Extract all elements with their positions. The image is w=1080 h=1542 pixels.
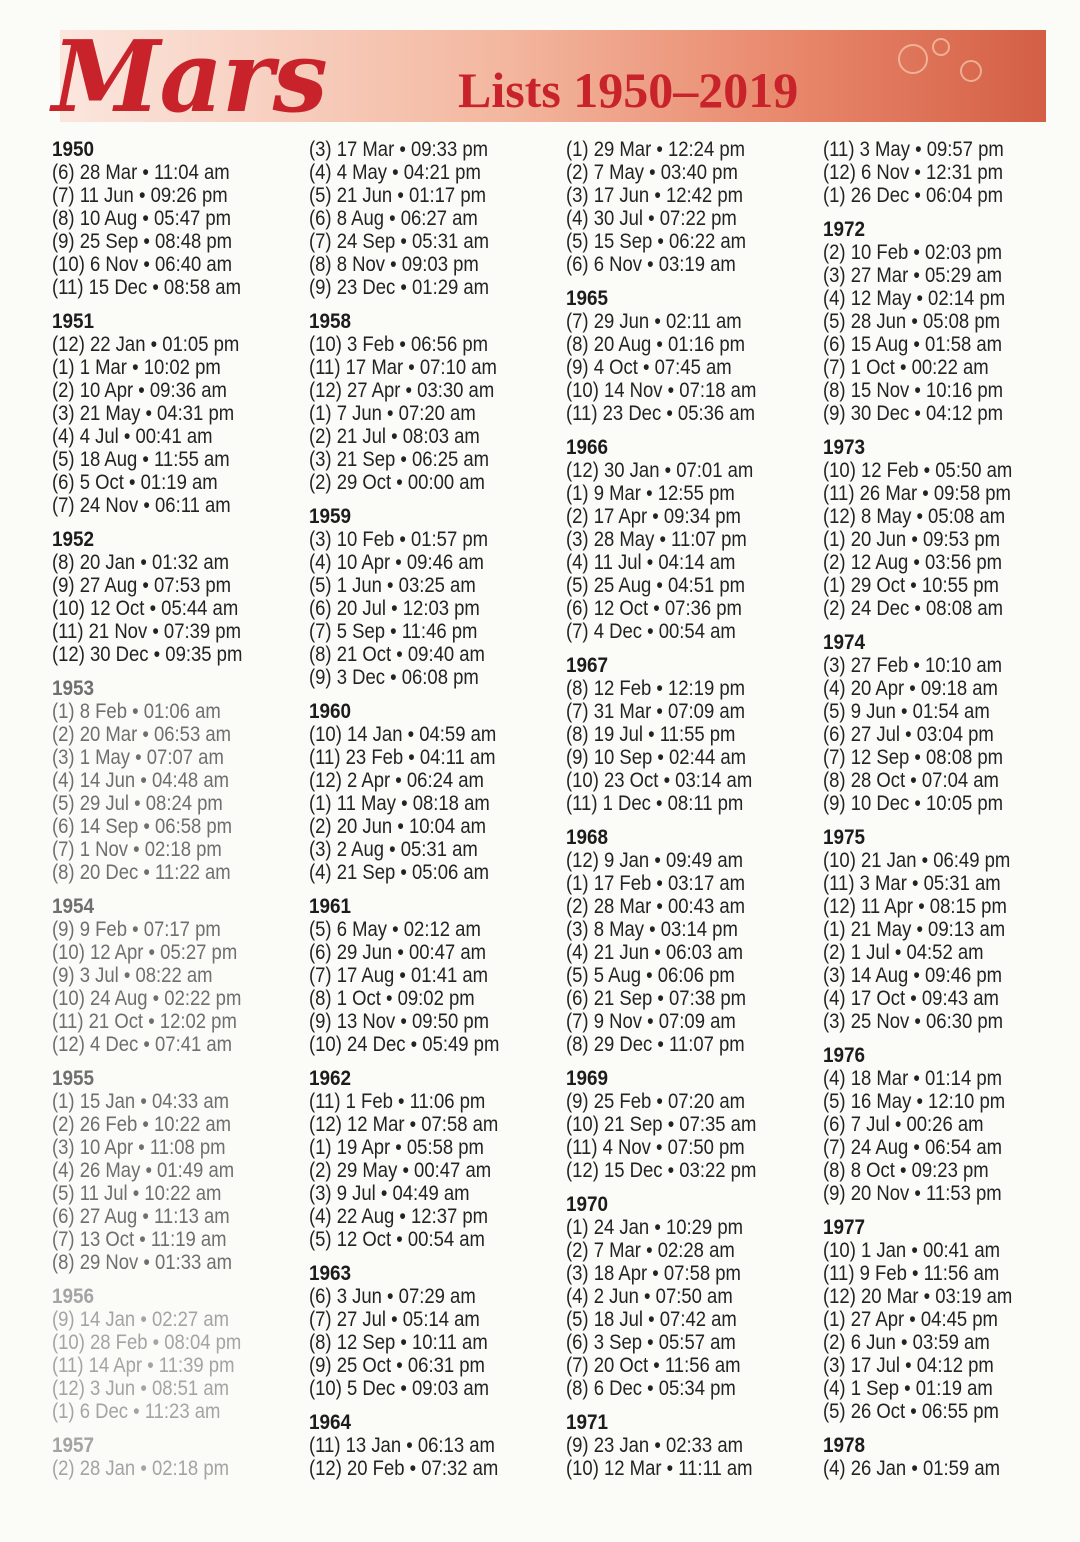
page-title: Mars [52,20,327,135]
year-heading: 1976 [823,1044,866,1067]
list-item: (8) 6 Dec • 05:34 pm [566,1377,736,1400]
header-banner [0,0,1080,140]
year-heading: 1959 [309,505,352,528]
list-item: (10) 3 Feb • 06:56 pm [309,333,489,356]
list-item: (8) 12 Sep • 10:11 am [309,1331,488,1354]
list-item: (7) 1 Nov • 02:18 pm [52,838,222,861]
year-block [823,826,1073,1033]
list-item: (1) 24 Jan • 10:29 pm [566,1216,744,1239]
list-item: (12) 4 Dec • 07:41 am [52,1033,233,1056]
list-item: (8) 8 Nov • 09:03 pm [309,253,479,276]
list-item: (4) 26 May • 01:49 am [52,1159,235,1182]
list-item: (10) 1 Jan • 00:41 am [823,1239,1001,1262]
list-item: (8) 8 Oct • 09:23 pm [823,1159,989,1182]
list-item: (3) 10 Feb • 01:57 pm [309,528,489,551]
year-heading: 1953 [52,677,95,700]
list-item: (7) 1 Oct • 00:22 am [823,356,989,379]
list-item: (2) 20 Jun • 10:04 am [309,815,487,838]
list-item: (1) 26 Dec • 06:04 pm [823,184,1004,207]
list-item: (3) 2 Aug • 05:31 am [309,838,478,861]
list-item: (3) 25 Nov • 06:30 pm [823,1010,1004,1033]
list-item: (8) 1 Oct • 09:02 pm [309,987,475,1010]
list-item: (7) 17 Aug • 01:41 am [309,964,489,987]
column-3 [566,138,816,1491]
year-heading: 1956 [52,1285,95,1308]
list-item: (2) 12 Aug • 03:56 pm [823,551,1003,574]
list-item: (10) 21 Jan • 06:49 pm [823,849,1011,872]
list-item: (9) 10 Dec • 10:05 pm [823,792,1004,815]
list-item: (9) 3 Jul • 08:22 am [52,964,213,987]
year-block [52,1285,302,1423]
list-item: (3) 28 May • 11:07 pm [566,528,747,551]
year-block [566,1067,816,1182]
list-item: (9) 9 Feb • 07:17 pm [52,918,221,941]
list-item: (5) 26 Oct • 06:55 pm [823,1400,999,1423]
list-item: (5) 1 Jun • 03:25 am [309,574,476,597]
list-item: (9) 25 Oct • 06:31 pm [309,1354,485,1377]
list-item: (6) 28 Mar • 11:04 am [52,161,230,184]
list-item: (8) 29 Dec • 11:07 pm [566,1033,745,1056]
list-item: (9) 20 Nov • 11:53 pm [823,1182,1002,1205]
list-item: (6) 7 Jul • 00:26 am [823,1113,984,1136]
list-item: (5) 29 Jul • 08:24 pm [52,792,223,815]
list-item: (9) 13 Nov • 09:50 pm [309,1010,490,1033]
year-block [309,310,559,494]
list-item: (11) 9 Feb • 11:56 am [823,1262,1000,1285]
year-block [823,1216,1073,1423]
list-item: (2) 24 Dec • 08:08 am [823,597,1004,620]
list-item: (2) 7 Mar • 02:28 am [566,1239,735,1262]
list-item: (7) 27 Jul • 05:14 am [309,1308,480,1331]
list-item: (8) 10 Aug • 05:47 pm [52,207,232,230]
year-heading: 1965 [566,287,609,310]
year-heading: 1963 [309,1262,352,1285]
list-item: (6) 27 Jul • 03:04 pm [823,723,994,746]
year-heading: 1969 [566,1067,609,1090]
year-block [566,654,816,815]
decorative-bubble-icon [898,44,928,74]
list-item: (11) 26 Mar • 09:58 pm [823,482,1011,505]
list-item: (1) 29 Mar • 12:24 pm [566,138,746,161]
year-heading: 1977 [823,1216,866,1239]
list-item: (12) 20 Feb • 07:32 am [309,1457,499,1480]
list-item: (1) 21 May • 09:13 am [823,918,1006,941]
list-item: (1) 6 Dec • 11:23 am [52,1400,221,1423]
list-item: (6) 3 Sep • 05:57 am [566,1331,736,1354]
list-item: (4) 4 Jul • 00:41 am [52,425,213,448]
list-item: (4) 1 Sep • 01:19 am [823,1377,993,1400]
year-heading: 1951 [52,310,95,333]
list-item: (8) 21 Oct • 09:40 am [309,643,485,666]
list-item: (11) 3 Mar • 05:31 am [823,872,1001,895]
year-block [823,631,1073,815]
list-item: (3) 27 Mar • 05:29 am [823,264,1003,287]
year-heading: 1975 [823,826,866,849]
list-item: (2) 28 Jan • 02:18 pm [52,1457,230,1480]
list-item: (2) 10 Feb • 02:03 pm [823,241,1003,264]
list-item: (4) 22 Aug • 12:37 pm [309,1205,489,1228]
page-subtitle: Lists 1950–2019 [458,62,799,118]
list-item: (9) 4 Oct • 07:45 am [566,356,732,379]
year-heading: 1972 [823,218,866,241]
list-item: (3) 9 Jul • 04:49 am [309,1182,470,1205]
list-item: (12) 2 Apr • 06:24 am [309,769,484,792]
list-item: (7) 24 Aug • 06:54 am [823,1136,1003,1159]
list-item: (7) 24 Sep • 05:31 am [309,230,490,253]
year-heading: 1973 [823,436,866,459]
list-item: (2) 6 Jun • 03:59 am [823,1331,990,1354]
list-item: (1) 8 Feb • 01:06 am [52,700,221,723]
year-block [52,310,302,517]
list-item: (2) 28 Mar • 00:43 am [566,895,746,918]
list-item: (10) 6 Nov • 06:40 am [52,253,233,276]
list-item: (12) 11 Apr • 08:15 pm [823,895,1007,918]
list-item: (8) 29 Nov • 01:33 am [52,1251,233,1274]
year-heading: 1964 [309,1411,352,1434]
list-item: (12) 8 May • 05:08 am [823,505,1006,528]
column-4 [823,138,1073,1491]
list-item: (2) 1 Jul • 04:52 am [823,941,984,964]
list-item: (2) 17 Apr • 09:34 pm [566,505,741,528]
list-item: (9) 10 Sep • 02:44 am [566,746,747,769]
list-item: (10) 21 Sep • 07:35 am [566,1113,757,1136]
list-item: (5) 11 Jul • 10:22 am [52,1182,222,1205]
year-block [309,895,559,1056]
list-item: (11) 21 Oct • 12:02 pm [52,1010,237,1033]
list-item: (11) 14 Apr • 11:39 pm [52,1354,235,1377]
list-item: (11) 15 Dec • 08:58 am [52,276,241,299]
list-item: (6) 20 Jul • 12:03 pm [309,597,480,620]
list-item: (2) 20 Mar • 06:53 am [52,723,232,746]
list-item: (3) 14 Aug • 09:46 pm [823,964,1003,987]
list-item: (4) 20 Apr • 09:18 am [823,677,998,700]
list-item: (4) 30 Jul • 07:22 pm [566,207,737,230]
list-item: (5) 12 Oct • 00:54 am [309,1228,485,1251]
year-block [566,1193,816,1400]
list-item: (9) 25 Sep • 08:48 pm [52,230,233,253]
list-item: (9) 30 Dec • 04:12 pm [823,402,1004,425]
list-item: (1) 27 Apr • 04:45 pm [823,1308,998,1331]
list-item: (11) 23 Dec • 05:36 am [566,402,755,425]
list-item: (11) 4 Nov • 07:50 pm [566,1136,745,1159]
list-item: (2) 7 May • 03:40 pm [566,161,738,184]
year-block [309,1067,559,1251]
list-item: (12) 30 Dec • 09:35 pm [52,643,243,666]
list-item: (1) 7 Jun • 07:20 am [309,402,476,425]
list-item: (3) 17 Mar • 09:33 pm [309,138,489,161]
list-item: (5) 9 Jun • 01:54 am [823,700,990,723]
list-item: (3) 21 Sep • 06:25 am [309,448,490,471]
list-item: (4) 10 Apr • 09:46 am [309,551,484,574]
year-block [309,505,559,689]
year-block [52,895,302,1056]
list-item: (3) 10 Apr • 11:08 pm [52,1136,226,1159]
list-item: (3) 27 Feb • 10:10 am [823,654,1003,677]
list-item: (12) 6 Nov • 12:31 pm [823,161,1004,184]
year-heading: 1968 [566,826,609,849]
list-item: (5) 6 May • 02:12 am [309,918,481,941]
year-heading: 1966 [566,436,609,459]
list-item: (8) 28 Oct • 07:04 am [823,769,999,792]
year-block [823,1044,1073,1205]
year-block [823,218,1073,425]
list-item: (9) 3 Dec • 06:08 pm [309,666,479,689]
list-item: (7) 13 Oct • 11:19 am [52,1228,227,1251]
list-item: (2) 29 Oct • 00:00 am [309,471,485,494]
list-item: (1) 15 Jan • 04:33 am [52,1090,230,1113]
list-item: (10) 12 Oct • 05:44 am [52,597,239,620]
list-item: (7) 20 Oct • 11:56 am [566,1354,741,1377]
year-block [52,138,302,299]
year-block [309,700,559,884]
list-item: (6) 29 Jun • 00:47 am [309,941,487,964]
list-item: (1) 19 Apr • 05:58 pm [309,1136,484,1159]
list-item: (1) 11 May • 08:18 am [309,792,490,815]
list-item: (5) 21 Jun • 01:17 pm [309,184,487,207]
list-item: (10) 14 Nov • 07:18 am [566,379,757,402]
list-item: (4) 17 Oct • 09:43 am [823,987,999,1010]
year-block [566,138,816,276]
list-item: (8) 20 Jan • 01:32 am [52,551,230,574]
list-item: (8) 20 Aug • 01:16 pm [566,333,746,356]
list-item: (6) 5 Oct • 01:19 am [52,471,218,494]
year-heading: 1967 [566,654,609,677]
list-item: (4) 14 Jun • 04:48 am [52,769,230,792]
list-item: (7) 5 Sep • 11:46 pm [309,620,478,643]
column-2 [309,138,559,1491]
year-heading: 1952 [52,528,95,551]
list-item: (3) 21 May • 04:31 pm [52,402,235,425]
list-item: (6) 6 Nov • 03:19 am [566,253,736,276]
list-item: (11) 21 Nov • 07:39 pm [52,620,241,643]
list-item: (8) 15 Nov • 10:16 pm [823,379,1004,402]
list-item: (4) 26 Jan • 01:59 am [823,1457,1001,1480]
year-block [566,436,816,643]
list-item: (10) 12 Feb • 05:50 am [823,459,1013,482]
list-item: (4) 4 May • 04:21 pm [309,161,481,184]
list-item: (4) 2 Jun • 07:50 am [566,1285,733,1308]
list-item: (10) 14 Jan • 04:59 am [309,723,497,746]
year-heading: 1958 [309,310,352,333]
list-item: (6) 14 Sep • 06:58 pm [52,815,233,838]
list-item: (9) 23 Jan • 02:33 am [566,1434,744,1457]
list-item: (3) 17 Jul • 04:12 pm [823,1354,994,1377]
list-item: (1) 20 Jun • 09:53 pm [823,528,1001,551]
year-block [823,436,1073,620]
list-item: (2) 21 Jul • 08:03 am [309,425,480,448]
list-item: (7) 29 Jun • 02:11 am [566,310,742,333]
year-block [566,287,816,425]
list-item: (6) 12 Oct • 07:36 pm [566,597,742,620]
list-item: (1) 29 Oct • 10:55 pm [823,574,999,597]
list-item: (8) 19 Jul • 11:55 pm [566,723,736,746]
list-item: (10) 24 Dec • 05:49 pm [309,1033,500,1056]
list-item: (7) 11 Jun • 09:26 pm [52,184,228,207]
list-item: (6) 27 Aug • 11:13 am [52,1205,230,1228]
year-block [52,1067,302,1274]
list-item: (7) 9 Nov • 07:09 am [566,1010,736,1033]
decorative-bubble-icon [932,38,950,56]
year-block [52,528,302,666]
list-item: (5) 25 Aug • 04:51 pm [566,574,746,597]
list-item: (5) 15 Sep • 06:22 am [566,230,747,253]
year-heading: 1971 [566,1411,609,1434]
list-item: (11) 23 Feb • 04:11 am [309,746,496,769]
column-1 [52,138,302,1491]
year-block [309,138,559,299]
list-item: (9) 14 Jan • 02:27 am [52,1308,230,1331]
list-item: (4) 18 Mar • 01:14 pm [823,1067,1003,1090]
list-item: (1) 9 Mar • 12:55 pm [566,482,735,505]
year-heading: 1950 [52,138,95,161]
list-item: (10) 12 Mar • 11:11 am [566,1457,753,1480]
list-item: (4) 12 May • 02:14 pm [823,287,1006,310]
year-heading: 1970 [566,1193,609,1216]
list-item: (12) 20 Mar • 03:19 am [823,1285,1013,1308]
decorative-bubble-icon [960,60,982,82]
year-block [823,1434,1073,1480]
year-block [823,138,1073,207]
list-item: (10) 5 Dec • 09:03 am [309,1377,490,1400]
year-heading: 1954 [52,895,95,918]
list-item: (10) 23 Oct • 03:14 am [566,769,753,792]
list-item: (8) 12 Feb • 12:19 pm [566,677,746,700]
list-item: (11) 3 May • 09:57 pm [823,138,1004,161]
list-item: (12) 3 Jun • 08:51 am [52,1377,230,1400]
list-item: (1) 1 Mar • 10:02 pm [52,356,221,379]
year-heading: 1974 [823,631,866,654]
year-block [309,1262,559,1400]
list-item: (11) 17 Mar • 07:10 am [309,356,497,379]
list-item: (5) 16 May • 12:10 pm [823,1090,1006,1113]
list-item: (3) 18 Apr • 07:58 pm [566,1262,741,1285]
list-item: (3) 1 May • 07:07 am [52,746,224,769]
list-item: (4) 21 Jun • 06:03 am [566,941,744,964]
list-item: (9) 23 Dec • 01:29 am [309,276,490,299]
list-item: (12) 9 Jan • 09:49 am [566,849,744,872]
list-item: (3) 17 Jun • 12:42 pm [566,184,744,207]
list-item: (4) 21 Sep • 05:06 am [309,861,490,884]
list-item: (12) 27 Apr • 03:30 am [309,379,495,402]
list-item: (10) 12 Apr • 05:27 pm [52,941,238,964]
year-heading: 1962 [309,1067,352,1090]
list-item: (12) 22 Jan • 01:05 pm [52,333,240,356]
list-item: (12) 15 Dec • 03:22 pm [566,1159,757,1182]
list-item: (2) 10 Apr • 09:36 am [52,379,227,402]
list-item: (6) 8 Aug • 06:27 am [309,207,478,230]
list-item: (9) 25 Feb • 07:20 am [566,1090,746,1113]
list-item: (7) 24 Nov • 06:11 am [52,494,231,517]
list-item: (3) 8 May • 03:14 pm [566,918,738,941]
year-block [52,1434,302,1480]
list-item: (12) 12 Mar • 07:58 am [309,1113,499,1136]
list-item: (9) 27 Aug • 07:53 pm [52,574,232,597]
list-item: (10) 24 Aug • 02:22 pm [52,987,242,1010]
year-block [52,677,302,884]
list-item: (12) 30 Jan • 07:01 am [566,459,754,482]
list-item: (5) 18 Jul • 07:42 am [566,1308,737,1331]
year-block [309,1411,559,1480]
list-item: (1) 17 Feb • 03:17 am [566,872,746,895]
list-item: (2) 26 Feb • 10:22 am [52,1113,232,1136]
list-item: (5) 18 Aug • 11:55 am [52,448,230,471]
year-heading: 1955 [52,1067,95,1090]
list-item: (4) 11 Jul • 04:14 am [566,551,736,574]
list-item: (6) 15 Aug • 01:58 am [823,333,1003,356]
year-heading: 1957 [52,1434,95,1457]
list-item: (8) 20 Dec • 11:22 am [52,861,231,884]
year-block [566,1411,816,1480]
list-item: (7) 4 Dec • 00:54 am [566,620,736,643]
year-heading: 1960 [309,700,352,723]
list-item: (7) 31 Mar • 07:09 am [566,700,746,723]
list-item: (6) 3 Jun • 07:29 am [309,1285,476,1308]
list-item: (2) 29 May • 00:47 am [309,1159,492,1182]
list-item: (11) 1 Feb • 11:06 pm [309,1090,486,1113]
year-heading: 1978 [823,1434,866,1457]
list-item: (5) 28 Jun • 05:08 pm [823,310,1001,333]
list-item: (11) 13 Jan • 06:13 am [309,1434,495,1457]
list-item: (7) 12 Sep • 08:08 pm [823,746,1004,769]
list-item: (5) 5 Aug • 06:06 pm [566,964,735,987]
list-item: (10) 28 Feb • 08:04 pm [52,1331,242,1354]
list-item: (11) 1 Dec • 08:11 pm [566,792,744,815]
year-heading: 1961 [309,895,352,918]
list-item: (6) 21 Sep • 07:38 pm [566,987,747,1010]
year-block [566,826,816,1056]
